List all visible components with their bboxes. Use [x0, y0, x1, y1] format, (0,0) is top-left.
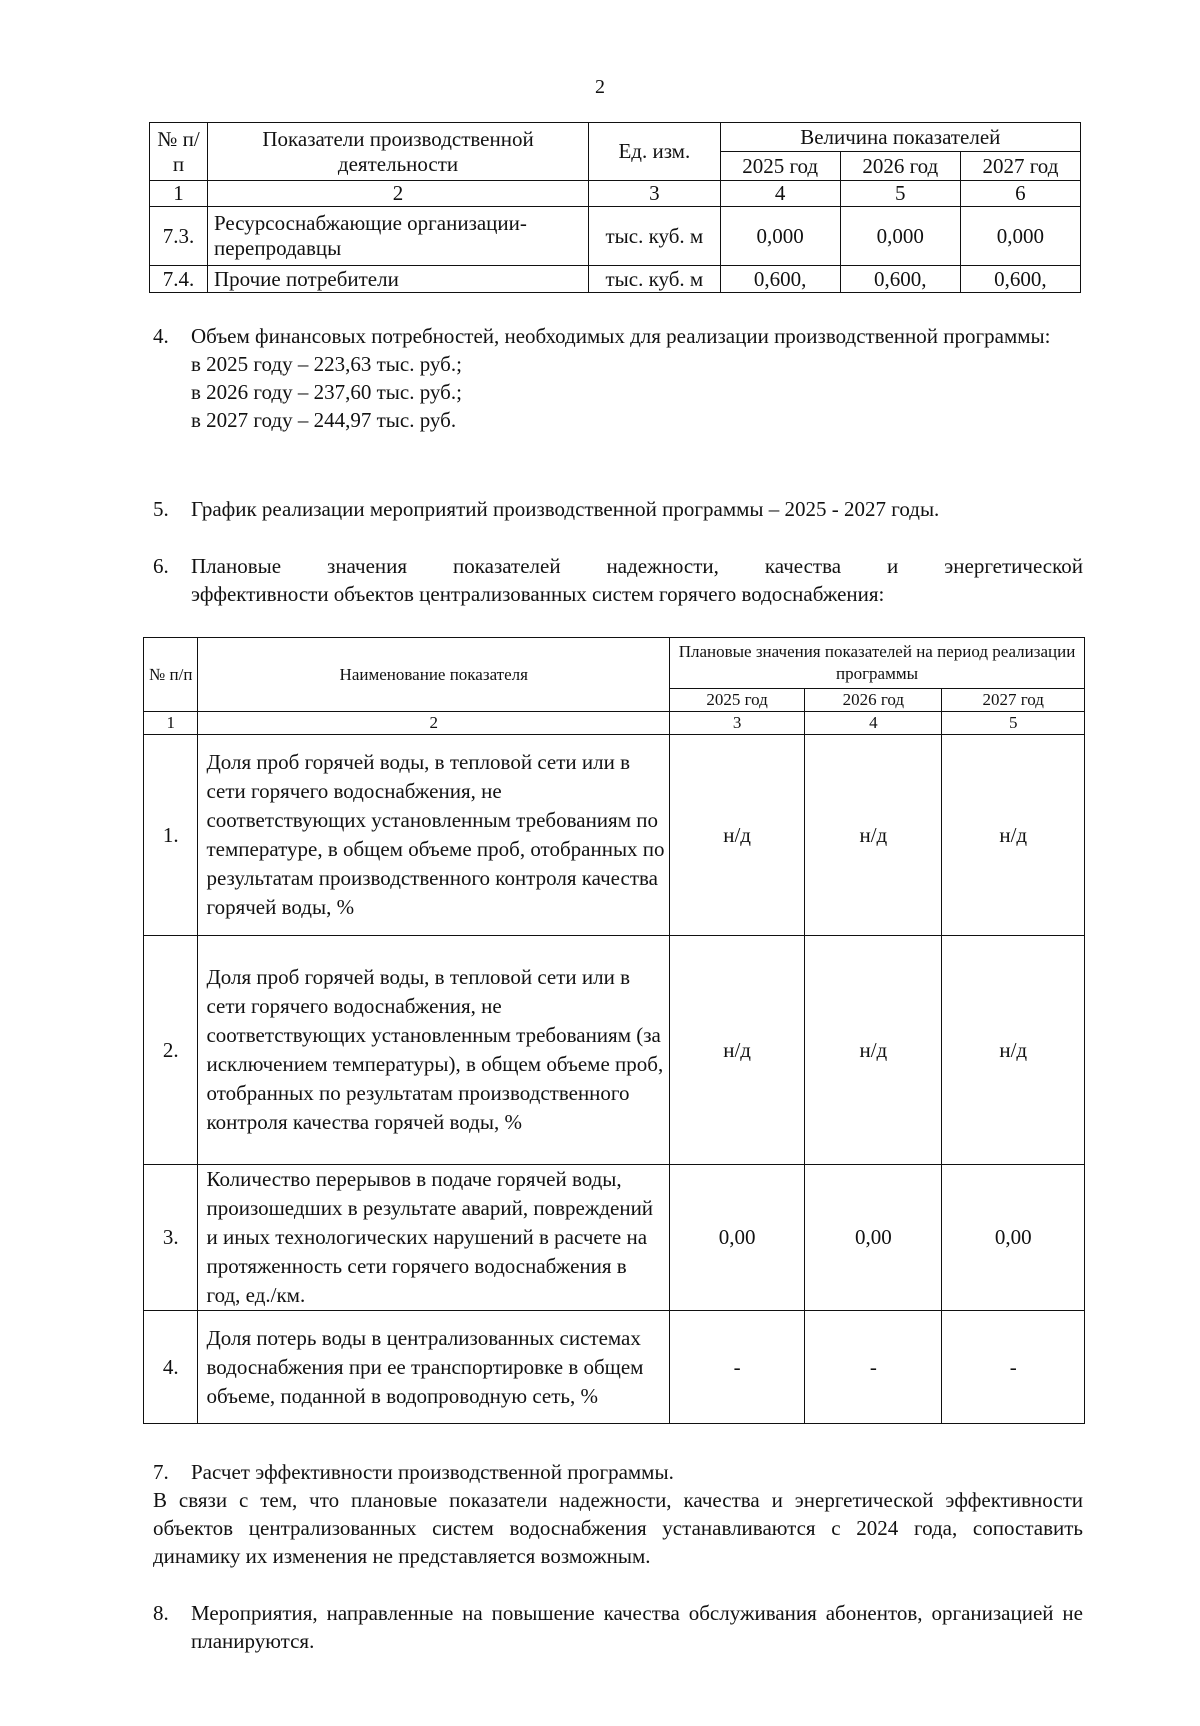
section-title: Расчет эффективности производственной программы. [191, 1460, 674, 1484]
index-cell: 3 [670, 712, 805, 735]
section-text-line2: эффективности объектов централизованных систем горячего водоснабжения: [191, 582, 885, 606]
index-cell: 6 [960, 181, 1080, 207]
row-value: н/д [942, 735, 1085, 936]
row-num: 1. [144, 735, 198, 936]
table-row [144, 1311, 1085, 1424]
row-value: н/д [942, 936, 1085, 1165]
row-num: 4. [144, 1311, 198, 1424]
table-row [144, 735, 1085, 936]
row-value: - [805, 1311, 942, 1424]
row-num: 7.3. [150, 207, 208, 266]
header-year-2025: 2025 год [670, 689, 805, 712]
row-unit: тыс. куб. м [589, 207, 721, 266]
table-row [150, 207, 1081, 266]
section-number: 7. [153, 1460, 169, 1484]
row-value: н/д [805, 936, 942, 1165]
row-value: 0,000 [720, 207, 840, 266]
row-value: н/д [805, 735, 942, 936]
row-name: Прочие потребители [207, 266, 588, 293]
table-row [144, 936, 1085, 1165]
index-cell: 4 [805, 712, 942, 735]
column-index-row [150, 181, 1081, 207]
row-value: н/д [670, 936, 805, 1165]
section-5 [153, 495, 1083, 523]
page-number: 2 [595, 76, 605, 98]
production-indicators-table [149, 122, 1081, 293]
row-num: 2. [144, 936, 198, 1165]
header-indicator-name: Наименование показателя [198, 638, 670, 712]
section-text: Мероприятия, направленные на повышение качества обслуживания абонентов, организацией не планируются. [191, 1601, 1083, 1653]
section-7 [153, 1458, 1083, 1570]
index-cell: 5 [840, 181, 960, 207]
row-name: Ресурсоснабжающие организации-перепродавцы [207, 207, 588, 266]
header-unit: Ед. изм. [589, 123, 721, 181]
section-number: 5. [153, 497, 169, 521]
table-row [144, 1165, 1085, 1311]
row-value: н/д [670, 735, 805, 936]
row-name: Доля проб горячей воды, в тепловой сети или в сети горячего водоснабжения, не соответствующих установленным требованиям (за исключением температуры), в общем объеме проб, отобранных по результатам производственного контроля качества горячей воды, % [198, 936, 670, 1165]
index-cell: 2 [198, 712, 670, 735]
index-cell: 3 [589, 181, 721, 207]
row-value: 0,600, [960, 266, 1080, 293]
index-cell: 1 [144, 712, 198, 735]
row-value: 0,000 [840, 207, 960, 266]
column-index-row [144, 712, 1085, 735]
header-year-2026: 2026 год [805, 689, 942, 712]
row-name: Количество перерывов в подаче горячей воды, произошедших в результате аварий, повреждений и иных технологических нарушений в расчете на протяженность сети горячего водоснабжения в год, ед./км. [198, 1165, 670, 1311]
row-num: 7.4. [150, 266, 208, 293]
section-text: График реализации мероприятий производственной программы – 2025 - 2027 годы. [191, 497, 940, 521]
header-year-2026: 2026 год [840, 152, 960, 181]
section-number: 6. [153, 554, 169, 578]
row-name: Доля проб горячей воды, в тепловой сети или в сети горячего водоснабжения, не соответствующих установленным требованиям по температуре, в общем объеме проб, отобранных по результатам производственного контроля качества горячей воды, % [198, 735, 670, 936]
section-6 [153, 552, 1083, 608]
index-cell: 4 [720, 181, 840, 207]
reliability-indicators-table [143, 637, 1085, 1424]
row-value: 0,00 [942, 1165, 1085, 1311]
row-value: - [942, 1311, 1085, 1424]
section-4 [153, 322, 1083, 434]
header-year-2025: 2025 год [720, 152, 840, 181]
index-cell: 5 [942, 712, 1085, 735]
finance-line-2026: в 2026 году – 237,60 тыс. руб.; [191, 380, 462, 404]
section-number: 8. [153, 1601, 169, 1625]
header-num: № п/п [150, 123, 208, 181]
row-value: - [670, 1311, 805, 1424]
row-value: 0,00 [805, 1165, 942, 1311]
finance-line-2025: в 2025 году – 223,63 тыс. руб.; [191, 352, 462, 376]
header-year-2027: 2027 год [960, 152, 1080, 181]
header-indicator-name: Показатели производственной деятельности [207, 123, 588, 181]
row-num: 3. [144, 1165, 198, 1311]
row-value: 0,600, [720, 266, 840, 293]
row-value: 0,00 [670, 1165, 805, 1311]
section-text: Объем финансовых потребностей, необходимых для реализации производственной программы: [191, 324, 1051, 348]
index-cell: 1 [150, 181, 208, 207]
header-year-2027: 2027 год [942, 689, 1085, 712]
header-num: № п/п [144, 638, 198, 712]
row-value: 0,000 [960, 207, 1080, 266]
row-value: 0,600, [840, 266, 960, 293]
header-values-group: Величина показателей [720, 123, 1080, 152]
row-unit: тыс. куб. м [589, 266, 721, 293]
header-planned-values: Плановые значения показателей на период реализации программы [670, 638, 1085, 689]
section-number: 4. [153, 324, 169, 348]
index-cell: 2 [207, 181, 588, 207]
section-text: В связи с тем, что плановые показатели надежности, качества и энергетической эффективности объектов централизованных систем водоснабжения устанавливаются с 2024 года, сопоставить динамику их изменения не представляется возможным. [153, 1488, 1083, 1568]
section-text-line1: Плановые значения показателей надежности, качества и энергетической [191, 554, 1083, 578]
row-name: Доля потерь воды в централизованных системах водоснабжения при ее транспортировке в общем объеме, поданной в водопроводную сеть, % [198, 1311, 670, 1424]
table-row [150, 266, 1081, 293]
finance-line-2027: в 2027 году – 244,97 тыс. руб. [191, 408, 457, 432]
section-8 [153, 1599, 1083, 1655]
